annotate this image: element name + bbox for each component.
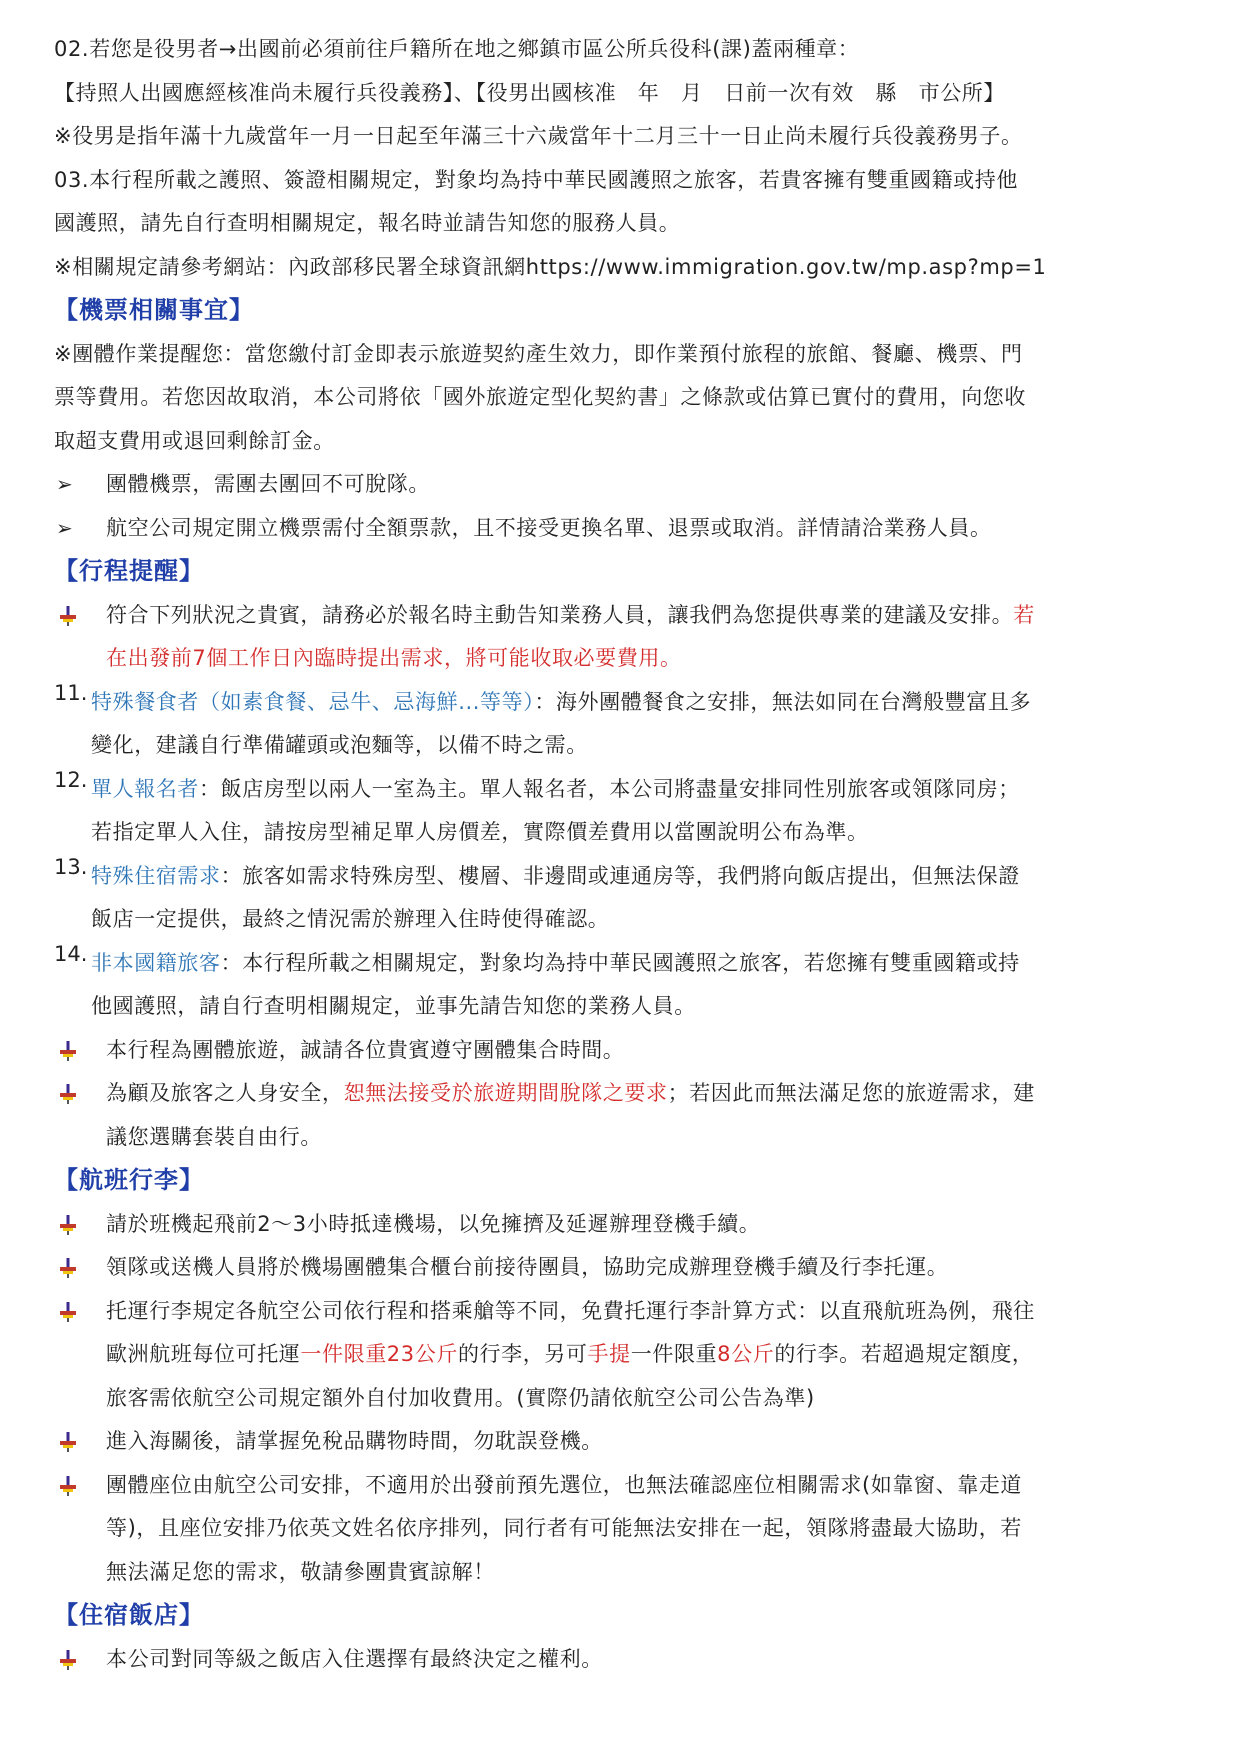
flight-checkin-text: 領隊或送機人員將於機場團體集合櫃台前接待團員，協助完成辦理登機手續及行李托運。	[106, 1255, 949, 1279]
document-body	[54, 28, 1189, 1681]
flight-bullet-checkin	[54, 1246, 1189, 1290]
ticket-bullet-group	[54, 463, 1189, 507]
intro-military-definition: ※役男是指年滿十九歲當年一月一日起至年滿三十六歲當年十二月三十一日止尚未履行兵役義務男子。	[54, 124, 1023, 148]
item-line-b: 飯店一定提供，最終之情況需於辦理入住時使得確認。	[91, 907, 610, 931]
intro-passport-note-a: 03.本行程所載之護照、簽證相關規定，對象均為持中華民國護照之旅客，若貴客擁有雙重國籍或持他	[54, 167, 1018, 192]
reminder-item-foreign	[54, 942, 1189, 1029]
hotel-rights-text: 本公司對同等級之飯店入住選擇有最終決定之權利。	[106, 1646, 603, 1671]
intro-passport-note-b: 國護照，請先自行查明相關規定，報名時並請告知您的服務人員。	[54, 211, 681, 235]
flight-dutyfree-text: 進入海關後，請掌握免稅品購物時間，勿耽誤登機。	[106, 1429, 603, 1453]
item-line-a: 特殊餐食者（如素食餐、忌牛、忌海鮮...等等）：海外團體餐食之安排，無法如同在台灣般豐富且多	[91, 689, 1032, 714]
pushpin-bullet-icon	[54, 1638, 94, 1682]
flight-seating-line-a: 團體座位由航空公司安排，不適用於出發前預先選位，也無法確認座位相關需求(如靠窗、靠走道	[106, 1472, 1022, 1497]
intro-stamp-note: 【持照人出國應經核准尚未履行兵役義務】、【役男出國核准 年 月 日前一次有效 縣 市公所】	[54, 80, 1005, 105]
intro-reference-site: ※相關規定請參考網站：內政部移民署全球資訊網https://www.immigration.gov.tw/mp.asp?mp=1	[54, 254, 1047, 279]
ticket-note-a: ※團體作業提醒您：當您繳付訂金即表示旅遊契約產生效力，即作業預付旅程的旅館、餐廳、機票、門	[54, 341, 1023, 366]
flight-arrival-text: 請於班機起飛前2～3小時抵達機場，以免擁擠及延遲辦理登機手續。	[106, 1211, 761, 1236]
pushpin-bullet-icon	[54, 1290, 94, 1334]
reminder-safety-line-b: 議您選購套裝自由行。	[106, 1124, 322, 1149]
reminder-group-time-text: 本行程為團體旅遊，誠請各位貴賓遵守團體集合時間。	[106, 1037, 625, 1062]
flight-bullet-arrival	[54, 1203, 1189, 1247]
flight-bullet-baggage	[54, 1290, 1189, 1421]
reminder-notify-line-b: 在出發前7個工作日內臨時提出需求，將可能收取必要費用。	[106, 646, 682, 670]
hotel-heading: 【住宿飯店】	[54, 1601, 204, 1629]
reminder-item-lodging	[54, 855, 1189, 942]
ticket-bullet-text: 團體機票，需團去團回不可脫隊。	[106, 472, 430, 496]
item-line-b: 變化，建議自行準備罐頭或泡麵等，以備不時之需。	[91, 733, 588, 757]
pushpin-bullet-icon	[54, 1072, 94, 1116]
pushpin-bullet-icon	[54, 1246, 94, 1290]
ticket-note-b: 票等費用。若您因故取消，本公司將依「國外旅遊定型化契約書」之條款或估算已實付的費用，向您收	[54, 385, 1026, 409]
reminder-bullet-safety	[54, 1072, 1189, 1159]
pushpin-bullet-icon	[54, 1029, 94, 1073]
pushpin-bullet-icon	[54, 594, 94, 638]
flight-baggage-line-a: 托運行李規定各航空公司依行程和搭乘艙等不同，免費托運行李計算方式：以直飛航班為例，飛往	[106, 1298, 1035, 1323]
item-number: 12.	[54, 767, 88, 792]
ticket-bullet-airline	[54, 507, 1189, 551]
pushpin-bullet-icon	[54, 1420, 94, 1464]
flight-seating-line-b: 等)，且座位安排乃依英文姓名依序排列，同行者有可能無法安排在一起，領隊將盡最大協助，若	[106, 1516, 1022, 1540]
item-line-a: 非本國籍旅客：本行程所載之相關規定，對象均為持中華民國護照之旅客，若您擁有雙重國籍或持	[91, 950, 1020, 975]
flight-baggage-line-b: 歐洲航班每位可托運一件限重23公斤的行李，另可手提一件限重8公斤的行李。若超過規定額度，	[106, 1342, 1034, 1366]
item-line-a: 特殊住宿需求：旅客如需求特殊房型、樓層、非邊間或連通房等，我們將向飯店提出，但無法保證	[91, 863, 1020, 888]
reminder-item-single	[54, 768, 1189, 855]
item-line-b: 若指定單人入住，請按房型補足單人房價差，實際價差費用以當團說明公布為準。	[91, 820, 869, 844]
ticket-note-c: 取超支費用或退回剩餘訂金。	[54, 428, 335, 453]
arrow-bullet-icon: ➢	[56, 472, 73, 496]
flight-bullet-seating	[54, 1464, 1189, 1595]
flight-bullet-dutyfree	[54, 1420, 1189, 1464]
hotel-bullet-rights	[54, 1638, 1189, 1682]
arrow-bullet-icon: ➢	[56, 515, 73, 540]
flight-seating-line-c: 無法滿足您的需求，敬請參團貴賓諒解！	[106, 1559, 495, 1584]
item-line-b: 他國護照，請自行查明相關規定，並事先請告知您的業務人員。	[91, 994, 696, 1018]
flight-baggage-line-c: 旅客需依航空公司規定額外自付加收費用。(實際仍請依航空公司公告為準)	[106, 1385, 815, 1410]
pushpin-bullet-icon	[54, 1203, 94, 1247]
item-line-a: 單人報名者：飯店房型以兩人一室為主。單人報名者，本公司將盡量安排同性別旅客或領隊同房；	[91, 776, 1020, 801]
pushpin-bullet-icon	[54, 1464, 94, 1508]
reminder-safety-line-a: 為顧及旅客之人身安全，恕無法接受於旅遊期間脫隊之要求；若因此而無法滿足您的旅遊需求，建	[106, 1081, 1035, 1105]
flight-heading: 【航班行李】	[54, 1166, 204, 1194]
reminder-item-special-meal	[54, 681, 1189, 768]
item-number: 14.	[54, 941, 88, 966]
reminder-heading: 【行程提醒】	[54, 557, 204, 585]
ticket-bullet-text: 航空公司規定開立機票需付全額票款，且不接受更換名單、退票或取消。詳情請洽業務人員。	[106, 515, 992, 540]
item-number: 13.	[54, 854, 88, 879]
reminder-bullet-notify	[54, 594, 1189, 681]
item-number: 11.	[54, 680, 88, 705]
ticket-heading: 【機票相關事宜】	[54, 296, 254, 324]
reminder-notify-line-a: 符合下列狀況之貴賓，請務必於報名時主動告知業務人員，讓我們為您提供專業的建議及安排。若	[106, 602, 1035, 627]
intro-military-note: 02.若您是役男者→出國前必須前往戶籍所在地之鄉鎮市區公所兵役科(課)蓋兩種章：	[54, 37, 860, 61]
reminder-bullet-group-time	[54, 1029, 1189, 1073]
